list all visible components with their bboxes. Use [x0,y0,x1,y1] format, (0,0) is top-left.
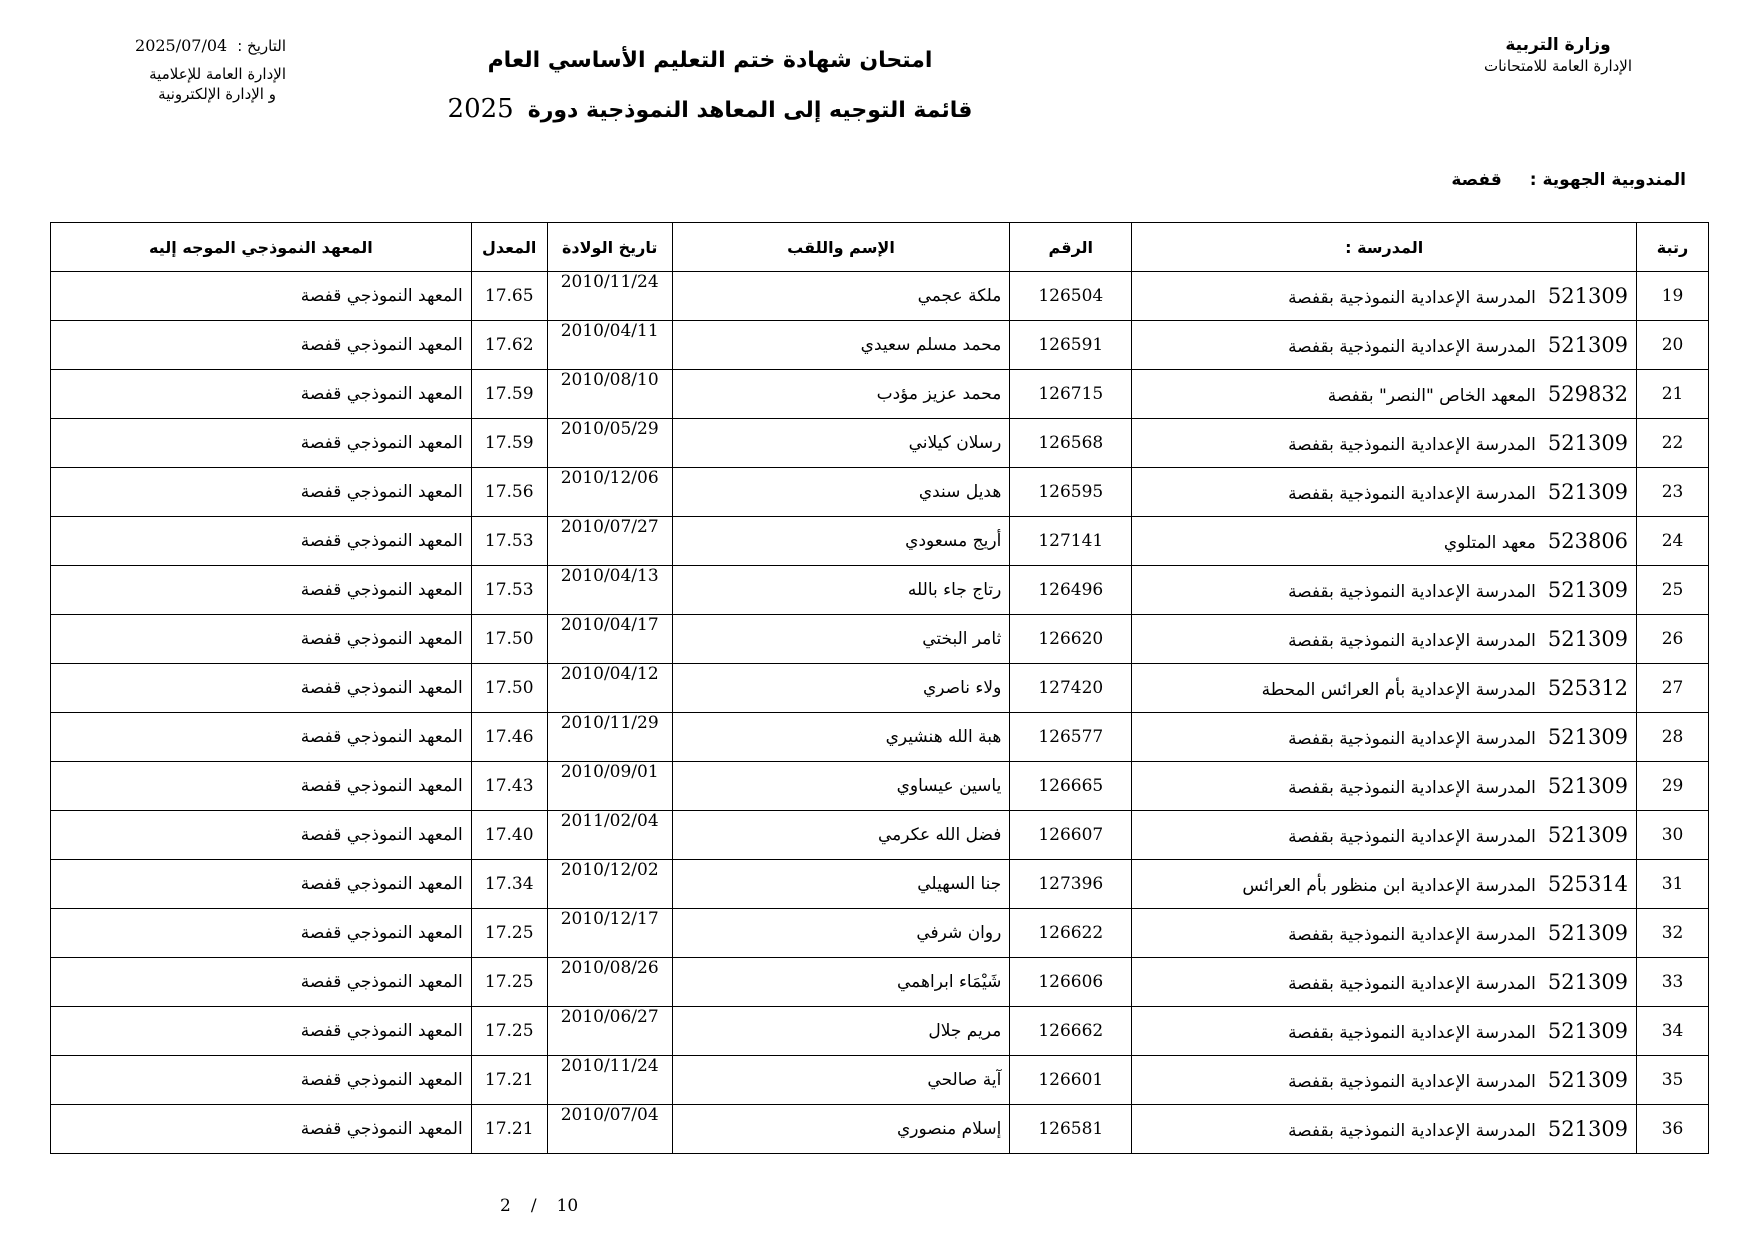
cell-dob: 2010/04/12 [547,664,672,713]
table-row [51,419,1709,468]
cell-dob: 2010/12/06 [547,468,672,517]
cell-institute: المعهد النموذجي قفصة [51,860,472,909]
school-code: 525314 [1547,872,1629,896]
cell-id: 127141 [1010,517,1132,566]
cell-institute: المعهد النموذجي قفصة [51,321,472,370]
page-total: 10 [556,1196,579,1216]
cell-institute: المعهد النموذجي قفصة [51,811,472,860]
cell-average: 17.65 [471,272,547,321]
cell-name: آية صالحي [672,1056,1010,1105]
cell-name: ياسين عيساوي [672,762,1010,811]
header-dob: تاريخ الولادة [547,223,672,272]
table-row [51,370,1709,419]
cell-name: شَيْمَاء ابراهمي [672,958,1010,1007]
cell-dob: 2010/11/29 [547,713,672,762]
date-value: 2025/07/04 [135,36,228,55]
date-block [46,36,286,104]
cell-rank: 23 [1637,468,1709,517]
school-code: 521309 [1547,284,1629,308]
list-title-line [420,92,1000,128]
school-name: المدرسة الإعدادية النموذجية بقفصة [1288,778,1536,798]
school-name: المدرسة الإعدادية النموذجية بقفصة [1288,827,1536,847]
list-title: قائمة التوجيه إلى المعاهد النموذجية دورة [527,98,973,123]
table-row [51,321,1709,370]
table-row [51,1056,1709,1105]
region-label: المندوبية الجهوية : [1529,170,1686,190]
cell-institute: المعهد النموذجي قفصة [51,615,472,664]
cell-dob: 2010/12/17 [547,909,672,958]
cell-id: 127396 [1010,860,1132,909]
cell-average: 17.21 [471,1056,547,1105]
cell-average: 17.43 [471,762,547,811]
cell-rank: 32 [1637,909,1709,958]
cell-name: ولاء ناصري [672,664,1010,713]
cell-school [1132,615,1637,664]
cell-name: رتاج جاء بالله [672,566,1010,615]
cell-school [1132,321,1637,370]
cell-rank: 26 [1637,615,1709,664]
school-name: المدرسة الإعدادية النموذجية بقفصة [1288,1072,1536,1092]
cell-rank: 28 [1637,713,1709,762]
cell-institute: المعهد النموذجي قفصة [51,419,472,468]
school-name: المدرسة الإعدادية النموذجية بقفصة [1288,484,1536,504]
cell-rank: 34 [1637,1007,1709,1056]
school-name: معهد المتلوي [1443,533,1536,553]
title-block [420,44,1000,128]
cell-average: 17.50 [471,615,547,664]
cell-id: 126620 [1010,615,1132,664]
school-code: 521309 [1547,627,1629,651]
cell-id: 126606 [1010,958,1132,1007]
cell-id: 126496 [1010,566,1132,615]
cell-school [1132,566,1637,615]
school-code: 521309 [1547,921,1629,945]
cell-dob: 2010/08/10 [547,370,672,419]
cell-school [1132,1105,1637,1154]
table-row [51,811,1709,860]
cell-dob: 2010/06/27 [547,1007,672,1056]
school-code: 521309 [1547,1117,1629,1141]
school-name: المدرسة الإعدادية النموذجية بقفصة [1288,288,1536,308]
school-name: المدرسة الإعدادية ابن منظور بأم العرائس [1242,876,1536,896]
cell-school [1132,419,1637,468]
school-code: 521309 [1547,970,1629,994]
cell-institute: المعهد النموذجي قفصة [51,762,472,811]
school-code: 521309 [1547,333,1629,357]
cell-school [1132,664,1637,713]
ministry-block [1438,34,1678,76]
table-row [51,664,1709,713]
orientation-table [50,222,1709,1154]
cell-dob: 2010/05/29 [547,419,672,468]
cell-average: 17.25 [471,958,547,1007]
table-row [51,468,1709,517]
exam-title: امتحان شهادة ختم التعليم الأساسي العام [487,48,933,73]
page-current: 2 [500,1196,511,1216]
cell-rank: 20 [1637,321,1709,370]
cell-average: 17.34 [471,860,547,909]
office-line-2: و الإدارة الإلكترونية [158,85,276,103]
cell-name: ملكة عجمي [672,272,1010,321]
cell-average: 17.62 [471,321,547,370]
cell-rank: 29 [1637,762,1709,811]
school-name: المدرسة الإعدادية النموذجية بقفصة [1288,729,1536,749]
cell-name: مريم جلال [672,1007,1010,1056]
table-row [51,615,1709,664]
header-institute: المعهد النموذجي الموجه إليه [51,223,472,272]
cell-rank: 25 [1637,566,1709,615]
cell-name: هديل سندي [672,468,1010,517]
school-name: المدرسة الإعدادية النموذجية بقفصة [1288,435,1536,455]
table-row [51,958,1709,1007]
cell-school [1132,468,1637,517]
cell-id: 126601 [1010,1056,1132,1105]
cell-institute: المعهد النموذجي قفصة [51,958,472,1007]
cell-school [1132,272,1637,321]
school-name: المدرسة الإعدادية النموذجية بقفصة [1288,974,1536,994]
cell-name: إسلام منصوري [672,1105,1010,1154]
table-row [51,517,1709,566]
cell-rank: 22 [1637,419,1709,468]
school-code: 521309 [1547,480,1629,504]
cell-name: محمد مسلم سعيدي [672,321,1010,370]
cell-rank: 19 [1637,272,1709,321]
cell-average: 17.25 [471,909,547,958]
school-code: 521309 [1547,823,1629,847]
cell-institute: المعهد النموذجي قفصة [51,272,472,321]
table-row [51,1105,1709,1154]
cell-school [1132,1007,1637,1056]
session-year: 2025 [447,94,514,124]
cell-institute: المعهد النموذجي قفصة [51,566,472,615]
cell-name: ثامر البختي [672,615,1010,664]
school-code: 521309 [1547,774,1629,798]
cell-rank: 36 [1637,1105,1709,1154]
school-name: المدرسة الإعدادية النموذجية بقفصة [1288,337,1536,357]
school-name: المدرسة الإعدادية النموذجية بقفصة [1288,1121,1536,1141]
cell-name: روان شرفي [672,909,1010,958]
school-code: 521309 [1547,431,1629,455]
cell-school [1132,713,1637,762]
cell-dob: 2010/11/24 [547,1056,672,1105]
cell-institute: المعهد النموذجي قفصة [51,1105,472,1154]
cell-average: 17.40 [471,811,547,860]
school-code: 529832 [1547,382,1629,406]
header-school: المدرسة : [1132,223,1637,272]
school-code: 521309 [1547,725,1629,749]
cell-school [1132,370,1637,419]
cell-rank: 35 [1637,1056,1709,1105]
cell-average: 17.53 [471,517,547,566]
cell-institute: المعهد النموذجي قفصة [51,909,472,958]
cell-id: 126595 [1010,468,1132,517]
cell-dob: 2010/11/24 [547,272,672,321]
school-code: 521309 [1547,1019,1629,1043]
cell-rank: 27 [1637,664,1709,713]
cell-average: 17.56 [471,468,547,517]
cell-school [1132,517,1637,566]
ministry-name: وزارة التربية [1505,35,1611,55]
school-code: 521309 [1547,1068,1629,1092]
date-label: التاريخ : [237,37,286,55]
school-name: المدرسة الإعدادية النموذجية بقفصة [1288,582,1536,602]
school-code: 525312 [1547,676,1629,700]
cell-institute: المعهد النموذجي قفصة [51,664,472,713]
cell-average: 17.25 [471,1007,547,1056]
cell-id: 126715 [1010,370,1132,419]
cell-dob: 2010/04/11 [547,321,672,370]
cell-school [1132,909,1637,958]
table-row [51,272,1709,321]
cell-id: 126581 [1010,1105,1132,1154]
cell-school [1132,762,1637,811]
cell-school [1132,1056,1637,1105]
table-row [51,860,1709,909]
cell-average: 17.59 [471,419,547,468]
cell-rank: 24 [1637,517,1709,566]
table-row [51,566,1709,615]
cell-institute: المعهد النموذجي قفصة [51,517,472,566]
office-line-1: الإدارة العامة للإعلامية [149,65,286,83]
cell-id: 126568 [1010,419,1132,468]
cell-average: 17.53 [471,566,547,615]
cell-id: 127420 [1010,664,1132,713]
cell-id: 126591 [1010,321,1132,370]
cell-average: 17.50 [471,664,547,713]
header-name: الإسم واللقب [672,223,1010,272]
cell-dob: 2010/04/17 [547,615,672,664]
region-value: قفصة [1451,170,1502,190]
cell-dob: 2010/07/04 [547,1105,672,1154]
cell-id: 126607 [1010,811,1132,860]
cell-name: فضل الله عكرمي [672,811,1010,860]
table-row [51,713,1709,762]
date-line [46,36,286,56]
page-separator: / [530,1196,537,1216]
cell-dob: 2010/04/13 [547,566,672,615]
cell-rank: 21 [1637,370,1709,419]
cell-institute: المعهد النموذجي قفصة [51,1007,472,1056]
school-name: المدرسة الإعدادية النموذجية بقفصة [1288,1023,1536,1043]
cell-dob: 2011/02/04 [547,811,672,860]
cell-name: محمد عزيز مؤدب [672,370,1010,419]
cell-school [1132,958,1637,1007]
cell-institute: المعهد النموذجي قفصة [51,370,472,419]
cell-rank: 30 [1637,811,1709,860]
cell-name: أريج مسعودي [672,517,1010,566]
table-header-row [51,223,1709,272]
school-code: 521309 [1547,578,1629,602]
page-number [500,1196,578,1216]
cell-rank: 31 [1637,860,1709,909]
cell-average: 17.59 [471,370,547,419]
cell-average: 17.46 [471,713,547,762]
cell-rank: 33 [1637,958,1709,1007]
school-name: المدرسة الإعدادية النموذجية بقفصة [1288,925,1536,945]
header-rank: رتبة [1637,223,1709,272]
table-row [51,1007,1709,1056]
cell-name: رسلان كيلاني [672,419,1010,468]
cell-id: 126504 [1010,272,1132,321]
cell-institute: المعهد النموذجي قفصة [51,713,472,762]
cell-id: 126665 [1010,762,1132,811]
header-id: الرقم [1010,223,1132,272]
cell-dob: 2010/12/02 [547,860,672,909]
school-code: 523806 [1547,529,1629,553]
cell-id: 126662 [1010,1007,1132,1056]
cell-institute: المعهد النموذجي قفصة [51,1056,472,1105]
department-name: الإدارة العامة للامتحانات [1483,57,1633,75]
table-row [51,762,1709,811]
school-name: المدرسة الإعدادية النموذجية بقفصة [1288,631,1536,651]
cell-school [1132,811,1637,860]
cell-id: 126577 [1010,713,1132,762]
cell-school [1132,860,1637,909]
region-line [1451,170,1686,190]
cell-dob: 2010/08/26 [547,958,672,1007]
table-row [51,909,1709,958]
school-name: المدرسة الإعدادية بأم العرائس المحطة [1261,680,1536,700]
cell-id: 126622 [1010,909,1132,958]
cell-average: 17.21 [471,1105,547,1154]
cell-name: جنا السهيلي [672,860,1010,909]
header-average: المعدل [471,223,547,272]
cell-name: هبة الله هنشيري [672,713,1010,762]
cell-dob: 2010/07/27 [547,517,672,566]
school-name: المعهد الخاص "النصر" بقفصة [1327,386,1536,406]
cell-institute: المعهد النموذجي قفصة [51,468,472,517]
cell-dob: 2010/09/01 [547,762,672,811]
